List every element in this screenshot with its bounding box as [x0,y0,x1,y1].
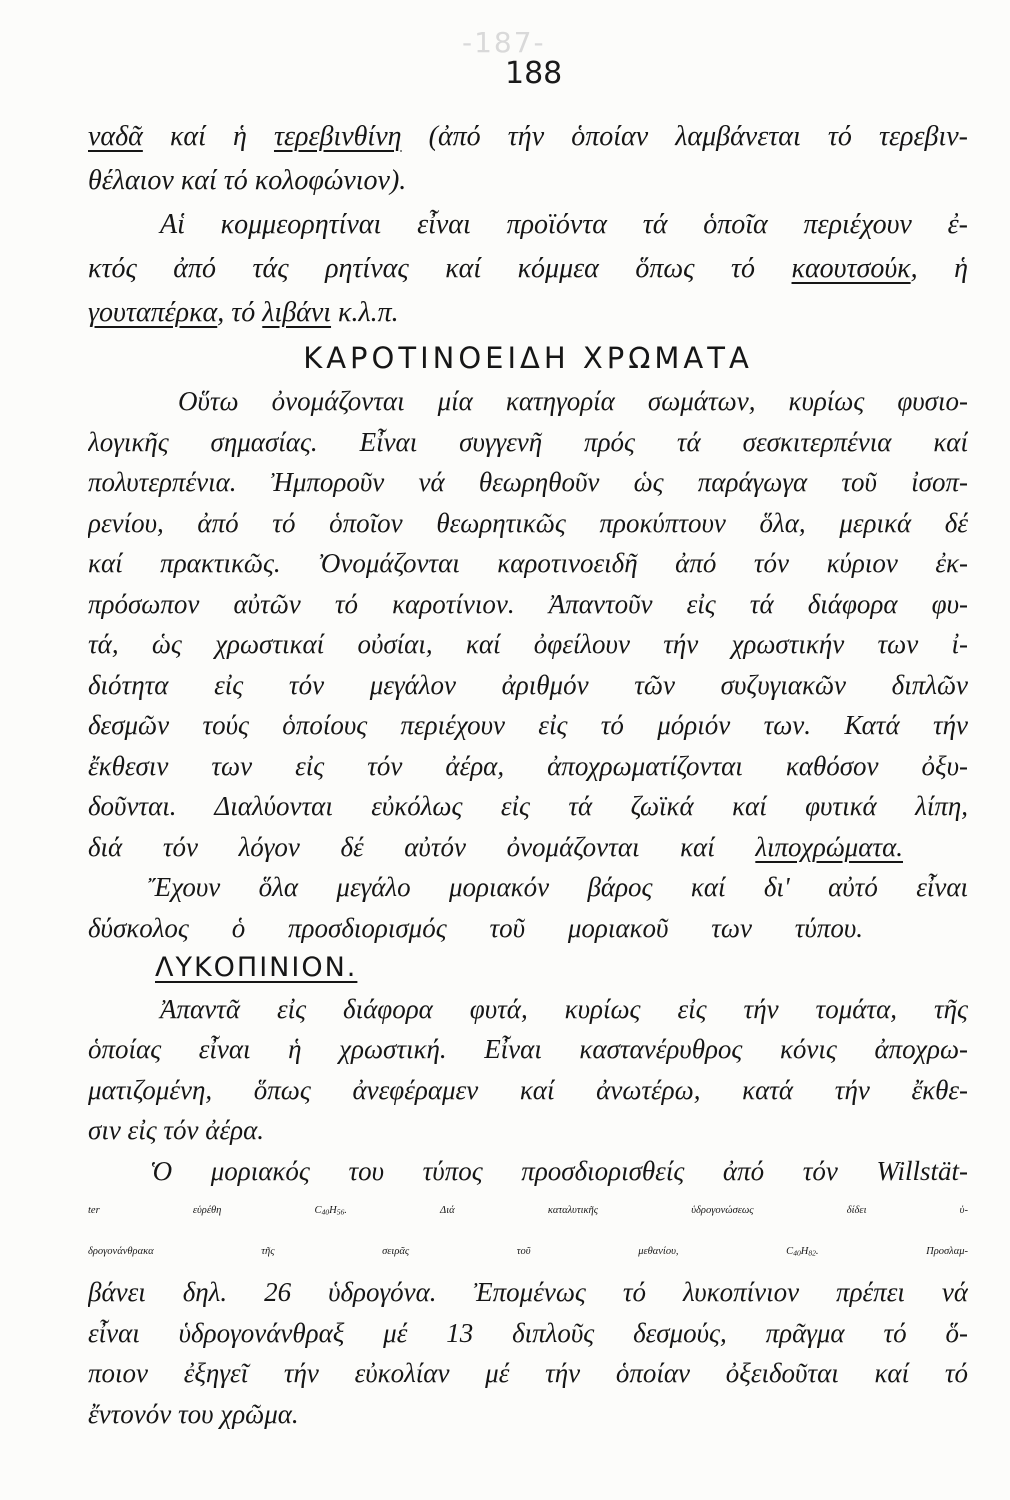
underlined-term: λιποχρώματα. [755,831,903,862]
text-segment: (ἀπό τήν ὁποίαν λαμβάνεται τό τερεβιν- [401,121,968,152]
text-line [88,247,968,291]
underlined-term: λιβάνι [262,297,332,328]
text-segment: Αἱ κομμεορητίναι εἶναι προϊόντα τά ὁποῖα περιέχουν ἐ- [160,209,968,240]
text-segment: δρογονάνθρακα τῆς σειρᾶς τοῦ μεθανίου, [88,1245,787,1257]
underlined-heading: ΛΥΚΟΠΙΝΙΟΝ. [155,952,358,983]
text-segment: . Προσλαμ- [815,1245,968,1257]
text-line: ἔντονόν του χρῶμα. [88,1398,299,1429]
text-line: βάνει δηλ. 26 ὑδρογόνα. Ἐπομένως τό λυκοπίνιον πρέπει νά [88,1277,968,1307]
text-line [88,159,968,203]
formula-subscript: 56 [336,1207,345,1217]
text-line: δεσμῶν τούς ὁποίους περιέχουν εἰς τό μόριόν των. Κατά τήν [88,710,968,740]
text-line [88,203,968,247]
section-heading-carotenoids: ΚΑΡΟΤΙΝΟΕΙΔΗ ΧΡΩΜΑΤΑ [303,341,753,375]
show-through-page-number: -187- [462,26,546,59]
underlined-term: ναδᾶ [88,121,143,152]
text-line: ματιζομένη, ὅπως ἀνεφέραμεν καί ἀνωτέρω, κατά τήν ἔκθε- [88,1074,968,1105]
text-line: ἔκθεσιν των εἰς τόν ἀέρα, ἀποχρωματίζονται καθόσον ὀξυ- [88,750,968,781]
text-segment: κ.λ.π. [331,297,399,328]
text-line: δύσκολος ὁ προσδιορισμός τοῦ μοριακοῦ των τύπου. [88,912,863,943]
text-segment: ter εὑρέθη [88,1205,315,1216]
text-segment: , ἡ [910,253,968,284]
text-line [88,291,968,335]
text-line: ὁποίας εἶναι ἡ χρωστική. Εἶναι καστανέρυθρος κόνις ἀποχρω- [88,1034,968,1064]
text-segment: . Διά καταλυτικῆς ὑδρογονώσεως δίδει ὑ- [344,1205,968,1216]
text-line: ρενίου, ἀπό τό ὁποῖον θεωρητικῶς προκύπτουν ὅλα, μερικά δέ [88,507,968,538]
formula-subscript: 40 [793,1247,801,1257]
underlined-term: καουτσούκ [791,253,911,284]
text-segment: καί ἡ [142,121,274,152]
text-line [88,1191,968,1232]
text-line: δοῦνται. Διαλύονται εὐκόλως εἰς τά ζωϊκά καί φυτικά λίπη, [88,791,968,821]
text-line: ποιον ἐξηγεῖ τήν εὐκολίαν μέ τήν ὁποίαν ὀξειδοῦται καί τό [88,1358,968,1388]
text-segment: διά τόν λόγον δέ αὐτόν ὀνομάζονται καί [88,831,756,862]
text-line: Ἀπαντᾶ εἰς διάφορα φυτά, κυρίως εἰς τήν τομάτα, τῆς [160,993,968,1024]
page-number: 188 [505,56,563,91]
underlined-term: γουταπέρκα [88,297,218,328]
text-line: Ὁ μοριακός του τύπος προσδιορισθείς ἀπό τόν Willstät- [150,1155,968,1186]
text-line: τά, ὡς χρωστικαί οὐσίαι, καί ὀφείλουν τήν χρωστικήν των ἰ- [88,629,968,659]
formula-element: H [329,1205,337,1216]
text-line: διότητα εἰς τόν μεγάλον ἀριθμόν τῶν συζυγιακῶν διπλῶν [88,669,968,700]
text-segment: , τό [217,297,263,328]
formula-element: C [314,1205,322,1216]
text-line: σιν εἰς τόν ἀέρα. [88,1115,264,1145]
text-line: εἶναι ὑδρογονάνθραξ μέ 13 διπλοῦς δεσμούς, πρᾶγμα τό ὅ- [88,1317,968,1348]
text-line: Οὕτω ὀνομάζονται μία κατηγορία σωμάτων, κυρίως φυσιο- [178,386,968,416]
formula-subscript: 40 [321,1207,330,1217]
text-segment: θέλαιον καί τό κολοφώνιον). [88,165,407,196]
text-line: καί πρακτικῶς. Ὀνομάζονται καροτινοειδῆ ἀπό τόν κύριον ἐκ- [88,548,968,578]
formula-subscript: 82 [808,1247,816,1257]
formula-element: C [786,1245,794,1257]
text-line: λογικῆς σημασίας. Εἶναι συγγενῆ πρός τά σεσκιτερπένια καί [88,426,968,457]
text-line: πολυτερπένια. Ἠμποροῦν νά θεωρηθοῦν ὡς παράγωγα τοῦ ἰσοπ- [88,467,968,497]
section-heading-lycopene [88,948,968,989]
underlined-term: τερεβινθίνη [273,121,402,152]
page-body [88,115,968,1434]
text-line [88,115,968,159]
formula-element: H [800,1245,809,1257]
text-line [88,827,968,868]
text-line: πρόσωπον αὐτῶν τό καροτίνιον. Ἀπαντοῦν εἰς τά διάφορα φυ- [88,588,968,619]
text-line: Ἔχουν ὅλα μεγάλο μοριακόν βάρος καί δι' αὐτό εἶναι [148,872,968,902]
text-line [88,1232,968,1273]
text-segment: κτός ἀπό τάς ρητίνας καί κόμμεα ὅπως τό [88,253,792,284]
